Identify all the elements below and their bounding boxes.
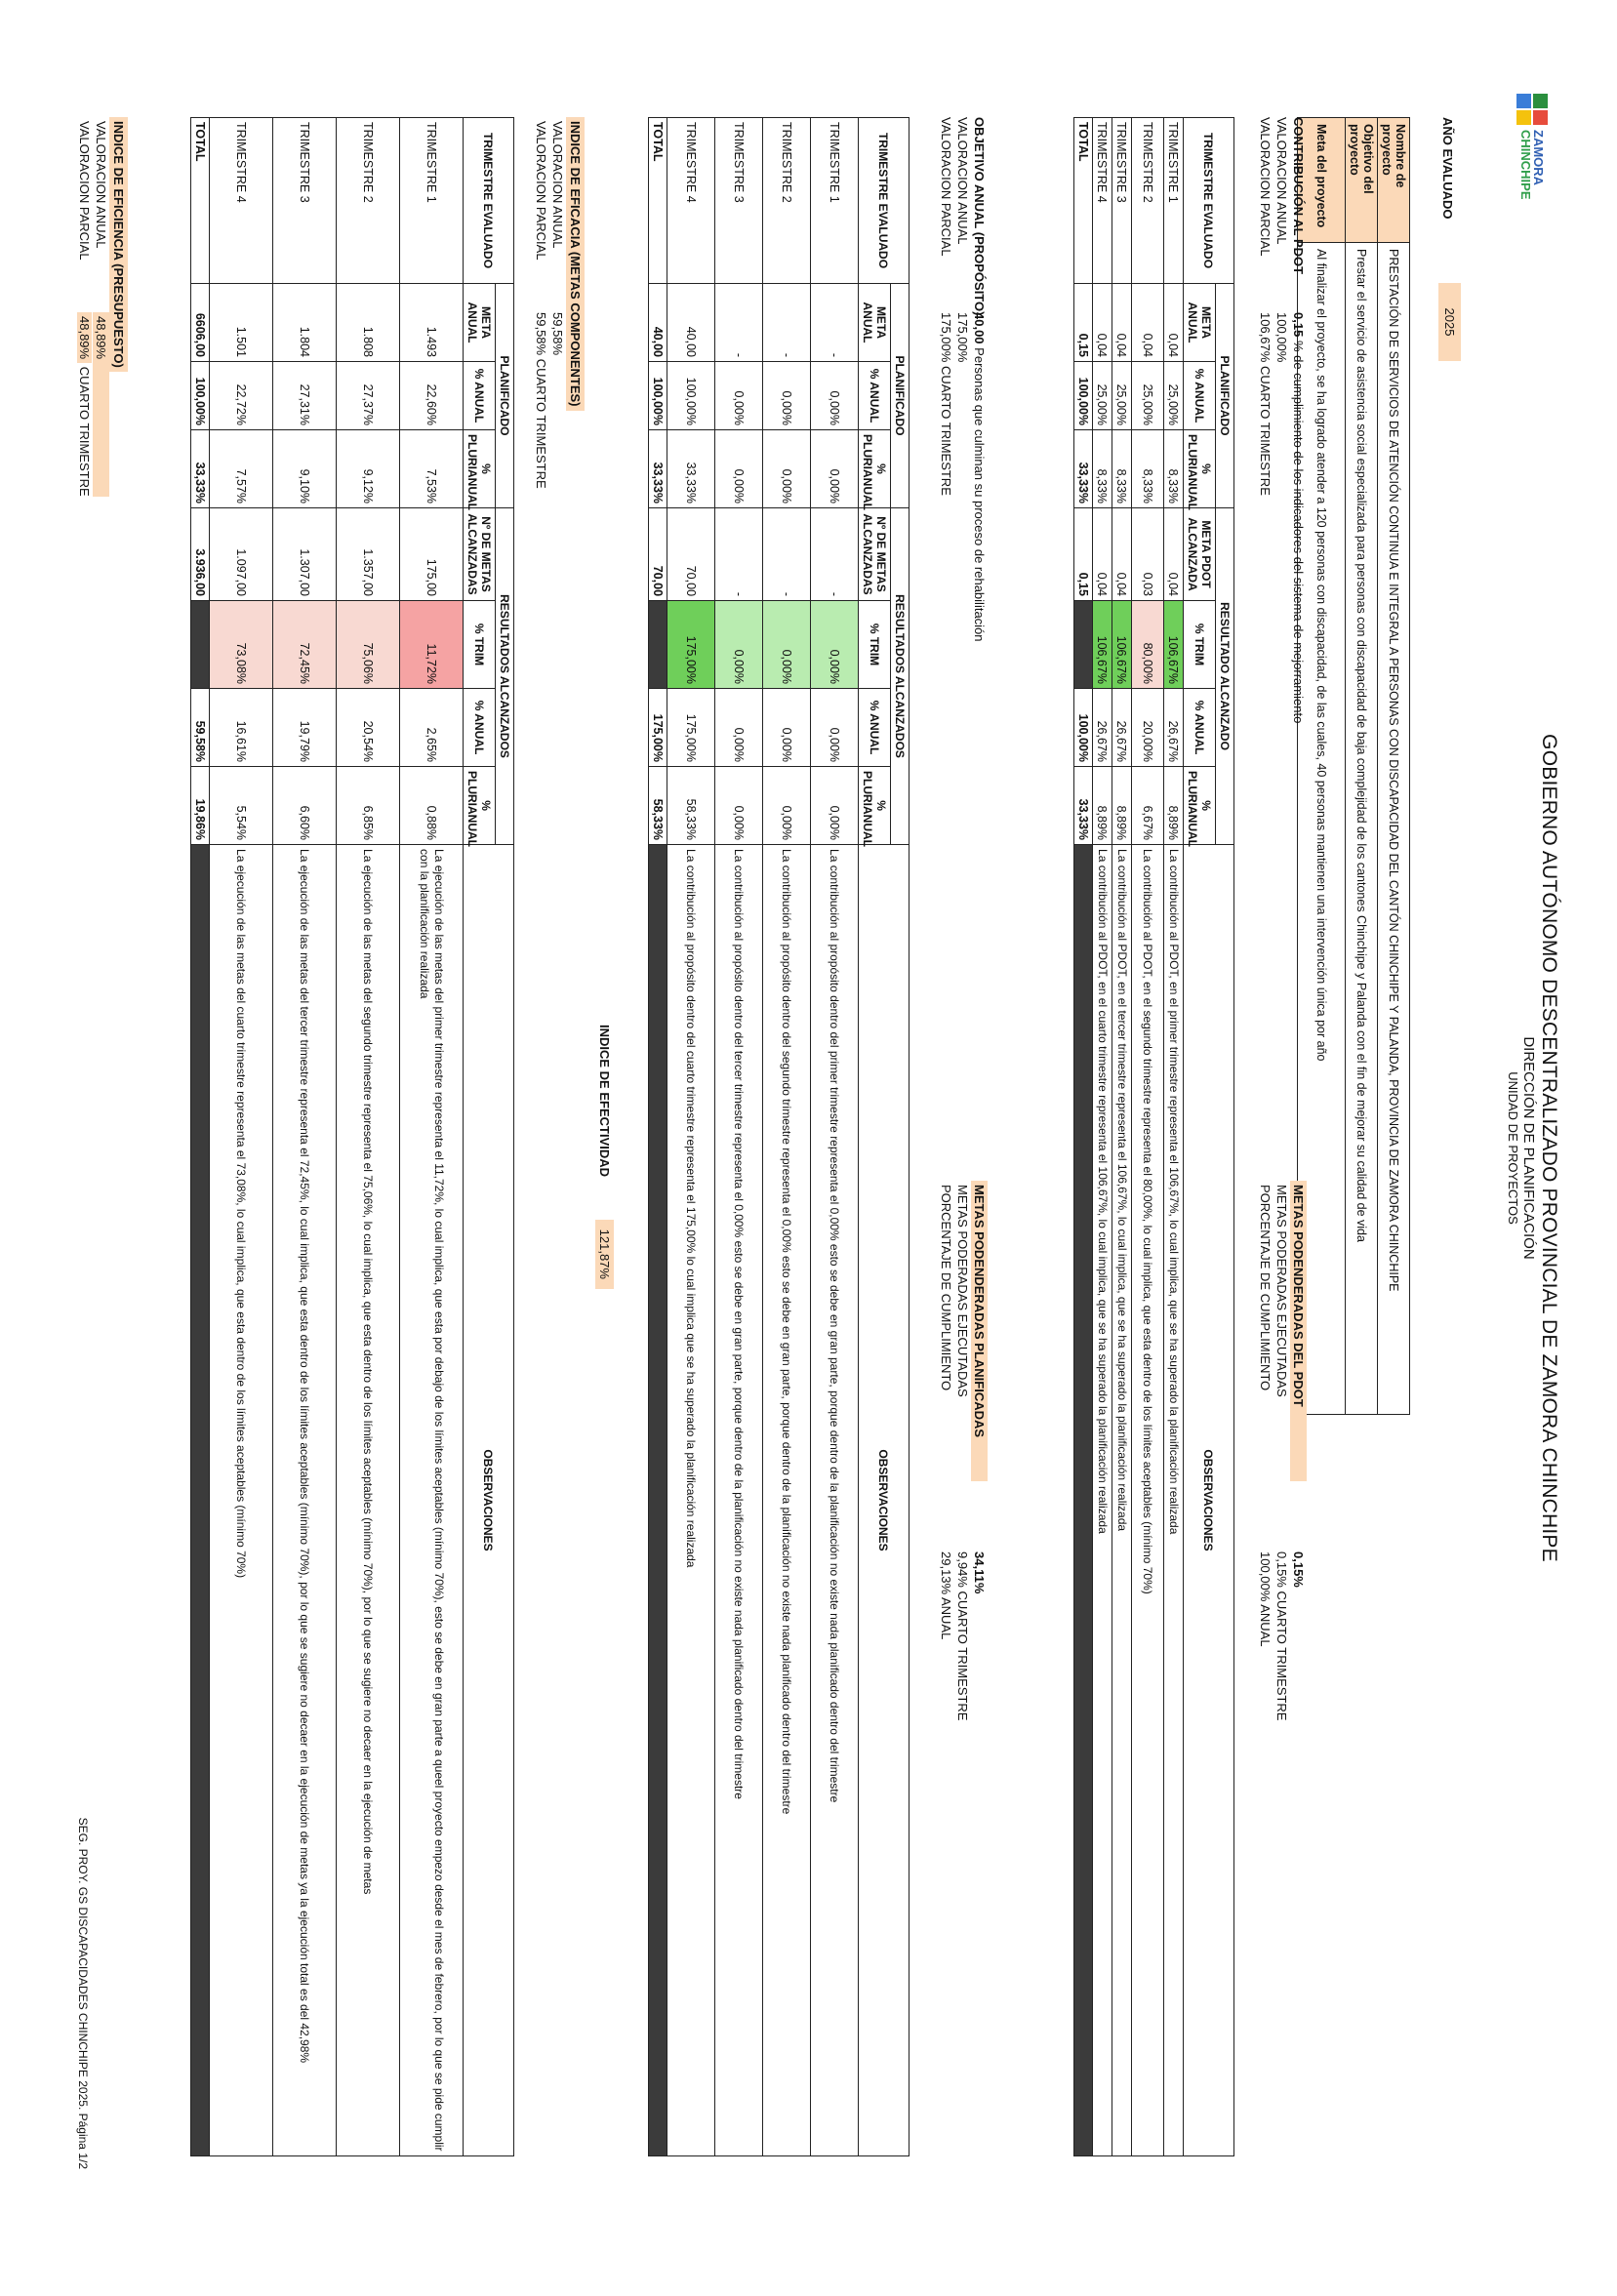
cell-res-plurianual: 8,89% bbox=[1112, 767, 1132, 845]
proposito-partial-period: CUARTO TRIMESTRE bbox=[939, 365, 953, 496]
proposito-metas-exec-label: METAS PODERADAS EJECUTADAS bbox=[955, 1185, 970, 1397]
cell-pct-trim: 11,72% bbox=[400, 601, 464, 689]
cell-res-anual: 59,58% bbox=[191, 689, 210, 767]
cell-observacion bbox=[649, 845, 667, 2156]
cell-res-anual: 19,79% bbox=[273, 689, 337, 767]
eficacia-h-meta-alc: Nº DE METAS ALCANZADAS bbox=[464, 508, 496, 601]
cell-pct-trim bbox=[191, 601, 210, 689]
cell-observacion bbox=[1074, 845, 1093, 2156]
cell-trimestre: TOTAL bbox=[191, 118, 210, 284]
cell-pct-plurianual: 33,33% bbox=[1074, 430, 1093, 508]
table-row bbox=[400, 118, 464, 2156]
pdot-table bbox=[1073, 117, 1234, 2156]
cell-pct-trim: 0,00% bbox=[763, 601, 811, 689]
unit-title: UNIDAD DE PROYECTOS bbox=[1506, 1071, 1520, 1225]
pdot-metas-title: METAS PODENDERADAS DEL PDOT bbox=[1290, 1181, 1307, 1481]
pdot-h-obs: OBSERVACIONES bbox=[1184, 845, 1234, 2156]
cell-pct-plurianual: 8,33% bbox=[1132, 430, 1164, 508]
cell-res-anual: 0,00% bbox=[763, 689, 811, 767]
cell-pct-anual: 27,37% bbox=[337, 362, 400, 430]
eficacia-h-trimestre: TRIMESTRE EVALUADO bbox=[464, 118, 514, 284]
proposito-partial-label: VALORACION PARCIAL bbox=[939, 117, 953, 257]
proposito-value: 40,00 bbox=[972, 312, 987, 344]
cell-meta-anual: 0,04 bbox=[1132, 284, 1164, 362]
project-objective-label: Objetivo del proyecto bbox=[1346, 118, 1378, 243]
cell-observacion: La ejecución de las metas del cuarto trimestre representa el 73,08%, lo cual implica, que esta dentro de los límites aceptables (mínimo 70%) bbox=[210, 845, 273, 2156]
cell-res-anual: 0,00% bbox=[811, 689, 859, 767]
cell-pct-plurianual: 8,33% bbox=[1093, 430, 1112, 508]
page-footer: SEG. PROY. GS DISCAPACIDADES CHINCHIPE 2025. Página 1/2 bbox=[76, 1817, 90, 2169]
cell-pct-anual: 0,00% bbox=[811, 362, 859, 430]
cell-meta-alcanzada: 0,04 bbox=[1112, 508, 1132, 601]
proposito-cumpl-label: PORCENTAJE DE CUMPLIMIENTO bbox=[939, 1185, 953, 1391]
cell-pct-anual: 22,72% bbox=[210, 362, 273, 430]
cell-observacion: La contribución al propósito dentro del cuarto trimestre representa el 175,00% lo cual implica que se ha superado la planificación realizada bbox=[667, 845, 715, 2156]
cell-pct-anual: 27,31% bbox=[273, 362, 337, 430]
proposito-h-trimestre: TRIMESTRE EVALUADO bbox=[859, 118, 910, 284]
cell-pct-plurianual: 7,53% bbox=[400, 430, 464, 508]
cell-meta-anual: 1.501 bbox=[210, 284, 273, 362]
pdot-annual: 100,00% bbox=[1274, 312, 1289, 363]
cell-meta-alcanzada: 0,03 bbox=[1132, 508, 1164, 601]
cell-meta-anual: - bbox=[763, 284, 811, 362]
cell-meta-alcanzada: 3.936,00 bbox=[191, 508, 210, 601]
eficacia-annual: 59,58% bbox=[550, 312, 565, 356]
project-objective: Prestar el servicio de asistencia social especializada para personas con discapacidad de baja complejidad de los cantones Chinchipe y Palanda con el fin de mejorar su calidad de vida bbox=[1346, 243, 1378, 1415]
cell-trimestre: TRIMESTRE 3 bbox=[1112, 118, 1132, 284]
proposito-cumpl-val: 29,13% bbox=[939, 1551, 953, 1595]
pdot-cumpl-period: ANUAL bbox=[1258, 1604, 1273, 1647]
proposito-metas-exec-period: CUARTO TRIMESTRE bbox=[955, 1591, 970, 1721]
cell-pct-plurianual: 0,00% bbox=[763, 430, 811, 508]
cell-res-anual: 26,67% bbox=[1164, 689, 1184, 767]
cell-res-plurianual: 0,00% bbox=[811, 767, 859, 845]
year-label: AÑO EVALUADO bbox=[1440, 117, 1455, 220]
pdot-metas-exec-period: CUARTO TRIMESTRE bbox=[1274, 1591, 1289, 1721]
cell-meta-anual: 0,04 bbox=[1164, 284, 1184, 362]
eficiencia-partial: 48,89% bbox=[77, 312, 92, 363]
pdot-h-pct-plurianual: % PLURIANUAL bbox=[1184, 430, 1216, 508]
cell-meta-alcanzada: - bbox=[763, 508, 811, 601]
proposito-h-planificado: PLANIFICADO bbox=[891, 284, 910, 508]
cell-res-plurianual: 0,00% bbox=[763, 767, 811, 845]
cell-pct-trim: 80,00% bbox=[1132, 601, 1164, 689]
proposito-h-pct-anual2: % ANUAL bbox=[859, 689, 891, 767]
cell-pct-anual: 25,00% bbox=[1112, 362, 1132, 430]
logo-text-bottom: CHINCHIPE bbox=[1518, 130, 1533, 200]
table-row bbox=[1093, 118, 1112, 2156]
cell-trimestre: TRIMESTRE 1 bbox=[400, 118, 464, 284]
pdot-metas-exec-val: 0,15% bbox=[1274, 1551, 1289, 1588]
proposito-title: OBJETIVO ANUAL (PROPÓSITO) bbox=[972, 117, 987, 316]
proposito-h-pct-trim: % TRIM bbox=[859, 601, 891, 689]
pdot-summary bbox=[1257, 117, 1307, 274]
eficacia-title: INDICE DE EFICACIA (METAS COMPONENTES) bbox=[568, 121, 583, 407]
cell-meta-alcanzada: 0,15 bbox=[1074, 508, 1093, 601]
cell-meta-anual: 6606,00 bbox=[191, 284, 210, 362]
cell-meta-anual: 1.493 bbox=[400, 284, 464, 362]
cell-trimestre: TOTAL bbox=[1074, 118, 1093, 284]
cell-trimestre: TRIMESTRE 4 bbox=[667, 118, 715, 284]
cell-observacion: La contribución al propósito dentro del tercer trimestre representa el 0,00% esto se debe en gran parte, porque dentro de la planificación no existe nada planificado dentro del trimestre bbox=[715, 845, 763, 2156]
cell-pct-trim: 0,00% bbox=[811, 601, 859, 689]
proposito-metas-exec-val: 9,94% bbox=[955, 1551, 970, 1588]
cell-meta-anual: 1.808 bbox=[337, 284, 400, 362]
proposito-metas-title: METAS PODENDERADAS PLANIFICADAS bbox=[971, 1181, 988, 1481]
cell-res-anual: 26,67% bbox=[1112, 689, 1132, 767]
cell-trimestre: TRIMESTRE 2 bbox=[1132, 118, 1164, 284]
cell-observacion: La ejecución de las metas del segundo trimestre representa el 75,06%, lo cual implica, que esta dentro de los límites aceptables (mínimo 70%), por lo que se sugiere no decaer en la ejecución de metas bbox=[337, 845, 400, 2156]
table-total-row bbox=[191, 118, 210, 2156]
table-row bbox=[667, 118, 715, 2156]
direction-title: DIRECCIÓN DE PLANIFICACIÓN bbox=[1520, 1036, 1537, 1260]
page-title: GOBIERNO AUTÓNOMO DESCENTRALIZADO PROVINCIAL DE ZAMORA CHINCHIPE bbox=[1538, 734, 1560, 1562]
cell-pct-anual: 22,60% bbox=[400, 362, 464, 430]
cell-pct-anual: 25,00% bbox=[1164, 362, 1184, 430]
cell-res-plurianual: 19,86% bbox=[191, 767, 210, 845]
proposito-annual-label: VALORACION ANUAL bbox=[955, 117, 970, 245]
table-row bbox=[337, 118, 400, 2156]
proposito-cumpl-period: ANUAL bbox=[939, 1597, 953, 1640]
pdot-h-trimestre: TRIMESTRE EVALUADO bbox=[1184, 118, 1234, 284]
cell-meta-alcanzada: 0,04 bbox=[1093, 508, 1112, 601]
proposito-h-pct-plurianual2: % PLURIANUAL bbox=[859, 767, 891, 845]
cell-pct-anual: 100,00% bbox=[191, 362, 210, 430]
eficacia-partial: 59,58% bbox=[534, 312, 548, 356]
cell-meta-alcanzada: 1.357,00 bbox=[337, 508, 400, 601]
proposito-desc: Personas que culminan su proceso de rehabilitación bbox=[972, 347, 987, 642]
cell-pct-trim: 106,67% bbox=[1112, 601, 1132, 689]
cell-res-plurianual: 8,89% bbox=[1164, 767, 1184, 845]
table-row bbox=[210, 118, 273, 2156]
cell-meta-alcanzada: 70,00 bbox=[667, 508, 715, 601]
year-value: 2025 bbox=[1438, 283, 1461, 361]
pdot-title: CONTRIBUCIÓN AL PDOT bbox=[1291, 117, 1306, 275]
pdot-h-pct-trim: % TRIM bbox=[1184, 601, 1216, 689]
cell-trimestre: TRIMESTRE 1 bbox=[811, 118, 859, 284]
cell-pct-trim: 73,08% bbox=[210, 601, 273, 689]
table-row bbox=[1112, 118, 1132, 2156]
eficacia-h-pct-anual: % ANUAL bbox=[464, 362, 496, 430]
eficacia-h-pct-plurianual2: % PLURIANUAL bbox=[464, 767, 496, 845]
cell-pct-anual: 0,00% bbox=[715, 362, 763, 430]
cell-res-anual: 16,61% bbox=[210, 689, 273, 767]
table-total-row bbox=[1074, 118, 1093, 2156]
efectividad-label: INDICE DE EFECTIVIDAD bbox=[597, 1025, 612, 1178]
cell-meta-anual: 40,00 bbox=[649, 284, 667, 362]
pdot-h-meta-anual: META ANUAL bbox=[1184, 284, 1216, 362]
cell-trimestre: TRIMESTRE 2 bbox=[337, 118, 400, 284]
cell-pct-anual: 100,00% bbox=[649, 362, 667, 430]
cell-res-anual: 26,67% bbox=[1093, 689, 1112, 767]
cell-trimestre: TRIMESTRE 3 bbox=[715, 118, 763, 284]
cell-pct-trim: 106,67% bbox=[1093, 601, 1112, 689]
cell-meta-alcanzada: 0,04 bbox=[1164, 508, 1184, 601]
cell-pct-plurianual: 33,33% bbox=[649, 430, 667, 508]
cell-res-plurianual: 6,85% bbox=[337, 767, 400, 845]
cell-res-anual: 0,00% bbox=[715, 689, 763, 767]
cell-pct-trim: 106,67% bbox=[1164, 601, 1184, 689]
pdot-desc: % de cumplimiento de los indicadores del sistema de mejorramiento bbox=[1291, 340, 1306, 724]
eficiencia-summary bbox=[109, 117, 128, 372]
proposito-metas-title-val: 34,11% bbox=[972, 1551, 987, 1594]
pdot-partial: 106,67% bbox=[1258, 312, 1273, 363]
eficacia-h-meta-anual: META ANUAL bbox=[464, 284, 496, 362]
cell-pct-anual: 100,00% bbox=[1074, 362, 1093, 430]
cell-res-plurianual: 58,33% bbox=[667, 767, 715, 845]
project-goal-label: Meta del proyecto bbox=[1298, 118, 1346, 243]
cell-res-anual: 2,65% bbox=[400, 689, 464, 767]
cell-observacion: La contribución al propósito dentro del segundo trimestre representa el 0,00% esto se debe en gran parte, porque dentro de la planificación no existe nada planificado dentro del trimestre bbox=[763, 845, 811, 2156]
cell-pct-plurianual: 0,00% bbox=[811, 430, 859, 508]
logo-text-top: ZAMORA bbox=[1531, 130, 1546, 186]
eficacia-summary bbox=[566, 117, 585, 411]
pdot-h-pct-anual2: % ANUAL bbox=[1184, 689, 1216, 767]
cell-res-anual: 175,00% bbox=[667, 689, 715, 767]
cell-trimestre: TRIMESTRE 4 bbox=[210, 118, 273, 284]
cell-meta-alcanzada: - bbox=[811, 508, 859, 601]
cell-pct-plurianual: 9,12% bbox=[337, 430, 400, 508]
cell-res-anual: 20,00% bbox=[1132, 689, 1164, 767]
cell-observacion: La contribución al PDOT, en el primer trimestre representa el 106,67%, lo cual implica, que se ha superado la planificación realizada bbox=[1164, 845, 1184, 2156]
eficacia-h-planificado: PLANIFICADO bbox=[496, 284, 514, 508]
proposito-h-pct-anual: % ANUAL bbox=[859, 362, 891, 430]
proposito-h-resultado: RESULTADOS ALCANZADOS bbox=[891, 508, 910, 845]
proposito-h-obs: OBSERVACIONES bbox=[859, 845, 910, 2156]
cell-res-plurianual: 33,33% bbox=[1074, 767, 1093, 845]
proposito-h-pct-plurianual: % PLURIANUAL bbox=[859, 430, 891, 508]
eficacia-h-pct-plurianual: % PLURIANUAL bbox=[464, 430, 496, 508]
eficiencia-partial-period: CUARTO TRIMESTRE bbox=[77, 366, 92, 497]
cell-trimestre: TRIMESTRE 3 bbox=[273, 118, 337, 284]
cell-pct-trim: 0,00% bbox=[715, 601, 763, 689]
pdot-partial-period: CUARTO TRIMESTRE bbox=[1258, 365, 1273, 496]
project-goal: Al finalizar el proyecto, se ha logrado atender a 120 personas con discapacidad, de las cuales, 40 personas mantienen una intervención única por año bbox=[1298, 243, 1346, 1415]
cell-res-plurianual: 0,00% bbox=[715, 767, 763, 845]
eficiencia-partial-label: VALORACION PARCIAL bbox=[77, 121, 92, 261]
eficacia-h-resultado: RESULTADOS ALCANZADOS bbox=[496, 508, 514, 845]
pdot-partial-label: VALORACION PARCIAL bbox=[1258, 117, 1273, 257]
cell-res-plurianual: 58,33% bbox=[649, 767, 667, 845]
cell-pct-plurianual: 33,33% bbox=[191, 430, 210, 508]
cell-pct-trim: 72,45% bbox=[273, 601, 337, 689]
eficacia-h-pct-anual2: % ANUAL bbox=[464, 689, 496, 767]
proposito-summary bbox=[938, 117, 988, 315]
cell-res-plurianual: 6,60% bbox=[273, 767, 337, 845]
cell-observacion: La contribución al PDOT, en el tercer trimestre representa el 106,67%, lo cual implica, que se ha superado la planificación realizada bbox=[1112, 845, 1132, 2156]
eficacia-annual-label: VALORACION ANUAL bbox=[550, 121, 565, 249]
pdot-h-resultado: RESULTADO ALCANZADO bbox=[1216, 508, 1234, 845]
cell-res-plurianual: 6,67% bbox=[1132, 767, 1164, 845]
cell-meta-anual: - bbox=[715, 284, 763, 362]
cell-meta-anual: 40,00 bbox=[667, 284, 715, 362]
proposito-h-meta-alc: Nº DE METAS ALCANZADAS bbox=[859, 508, 891, 601]
cell-meta-alcanzada: - bbox=[715, 508, 763, 601]
cell-observacion: La ejecución de las metas del tercer trimestre representa el 72,45%, lo cual implica, que esta dentro de los límites aceptables (mínimo 70%), por lo que se sugiere no decaer en la ejecución de metas ya la ejecución total es del 42,98% bbox=[273, 845, 337, 2156]
cell-observacion bbox=[191, 845, 210, 2156]
pdot-metas-exec-label: METAS PODERADAS EJECUTADAS bbox=[1274, 1185, 1289, 1397]
cell-pct-plurianual: 8,33% bbox=[1164, 430, 1184, 508]
cell-pct-trim: 75,06% bbox=[337, 601, 400, 689]
cell-pct-plurianual: 33,33% bbox=[667, 430, 715, 508]
cell-res-anual: 175,00% bbox=[649, 689, 667, 767]
efectividad-value: 121,87% bbox=[595, 1220, 614, 1289]
pdot-cumpl-label: PORCENTAJE DE CUMPLIMIENTO bbox=[1258, 1185, 1273, 1391]
cell-pct-anual: 25,00% bbox=[1132, 362, 1164, 430]
cell-trimestre: TRIMESTRE 2 bbox=[763, 118, 811, 284]
table-total-row bbox=[649, 118, 667, 2156]
proposito-h-meta-anual: META ANUAL bbox=[859, 284, 891, 362]
table-row bbox=[763, 118, 811, 2156]
cell-meta-alcanzada: 1.097,00 bbox=[210, 508, 273, 601]
cell-meta-anual: 0,04 bbox=[1112, 284, 1132, 362]
efectividad bbox=[597, 1025, 612, 1289]
pdot-value: 0,15 bbox=[1291, 312, 1306, 338]
cell-pct-trim: 175,00% bbox=[667, 601, 715, 689]
project-name: PRESTACIÓN DE SERVICIOS DE ATENCIÓN CONTINUA E INTEGRAL A PERSONAS CON DISCAPACIDAD DEL CANTÓN CHINCHIPE Y PALANDA, PROVINCIA DE ZAMORA CHINCHIPE bbox=[1378, 243, 1410, 1415]
cell-trimestre: TOTAL bbox=[649, 118, 667, 284]
eficacia-partial-period: CUARTO TRIMESTRE bbox=[534, 358, 548, 489]
cell-meta-alcanzada: 1.307,00 bbox=[273, 508, 337, 601]
cell-pct-anual: 25,00% bbox=[1093, 362, 1112, 430]
cell-res-anual: 20,54% bbox=[337, 689, 400, 767]
cell-trimestre: TRIMESTRE 1 bbox=[1164, 118, 1184, 284]
pdot-h-planificado: PLANIFICADO bbox=[1216, 284, 1234, 508]
pdot-annual-label: VALORACION ANUAL bbox=[1274, 117, 1289, 245]
pdot-h-pct-anual: % ANUAL bbox=[1184, 362, 1216, 430]
pdot-metas-title-val: 0,15% bbox=[1291, 1551, 1306, 1588]
cell-res-plurianual: 0,88% bbox=[400, 767, 464, 845]
cell-res-plurianual: 8,89% bbox=[1093, 767, 1112, 845]
cell-pct-plurianual: 7,57% bbox=[210, 430, 273, 508]
cell-meta-anual: 0,15 bbox=[1074, 284, 1093, 362]
project-name-label: Nombre de proyecto bbox=[1378, 118, 1410, 243]
cell-meta-alcanzada: 175,00 bbox=[400, 508, 464, 601]
pdot-cumpl-val: 100,00% bbox=[1258, 1551, 1273, 1602]
eficiencia-annual: 48,89% bbox=[93, 312, 109, 497]
cell-pct-anual: 0,00% bbox=[763, 362, 811, 430]
cell-res-plurianual: 5,54% bbox=[210, 767, 273, 845]
cell-pct-plurianual: 8,33% bbox=[1112, 430, 1132, 508]
project-info-table bbox=[1297, 117, 1410, 1415]
proposito-annual: 175,00% bbox=[955, 312, 970, 363]
cell-meta-anual: 0,04 bbox=[1093, 284, 1112, 362]
eficacia-h-pct-trim: % TRIM bbox=[464, 601, 496, 689]
table-row bbox=[811, 118, 859, 2156]
eficacia-partial-label: VALORACION PARCIAL bbox=[534, 121, 548, 261]
cell-meta-anual: 1.804 bbox=[273, 284, 337, 362]
table-row bbox=[1164, 118, 1184, 2156]
cell-pct-plurianual: 0,00% bbox=[715, 430, 763, 508]
pdot-h-pct-plurianual2: % PLURIANUAL bbox=[1184, 767, 1216, 845]
cell-res-anual: 100,00% bbox=[1074, 689, 1093, 767]
cell-meta-anual: - bbox=[811, 284, 859, 362]
cell-observacion: La contribución al PDOT, en el segundo trimestre representa el 80,00%, lo cual implica, que esta dentro de los límites aceptables (mínimo 70%) bbox=[1132, 845, 1164, 2156]
proposito-partial: 175,00% bbox=[939, 312, 953, 363]
table-row bbox=[715, 118, 763, 2156]
eficiencia-annual-label: VALORACION ANUAL bbox=[94, 121, 108, 249]
cell-pct-plurianual: 9,10% bbox=[273, 430, 337, 508]
proposito-table bbox=[648, 117, 910, 2156]
table-row bbox=[1132, 118, 1164, 2156]
cell-trimestre: TRIMESTRE 4 bbox=[1093, 118, 1112, 284]
cell-pct-trim bbox=[649, 601, 667, 689]
cell-observacion: La contribución al PDOT, en el cuarto trimestre representa el 106,67%, lo cual implica, que se ha superado la planificación realizada bbox=[1093, 845, 1112, 2156]
cell-meta-alcanzada: 70,00 bbox=[649, 508, 667, 601]
eficacia-h-obs: OBSERVACIONES bbox=[464, 845, 514, 2156]
cell-pct-trim bbox=[1074, 601, 1093, 689]
eficiencia-title: INDICE DE EFICIENCIA (PRESUPUESTO) bbox=[111, 121, 126, 368]
cell-observacion: La contribución al propósito dentro del primer trimestre representa el 0,00% esto se debe en gran parte, porque dentro de la planificación no existe nada planificado dentro del trimestre bbox=[811, 845, 859, 2156]
cell-observacion: La ejecución de las metas del primer trimestre representa el 11,72%, lo cual implica, que esta por debajo de los límites aceptables (mínimo 70%), esto se debe en gran parte a queel proyecto empezo desde el mes de febrero, por lo que se pide cumplir con la planificación realizada bbox=[400, 845, 464, 2156]
table-row bbox=[273, 118, 337, 2156]
cell-pct-anual: 100,00% bbox=[667, 362, 715, 430]
pdot-h-meta-alc: META PDOT ALCANZADA bbox=[1184, 508, 1216, 601]
eficacia-table bbox=[190, 117, 514, 2156]
